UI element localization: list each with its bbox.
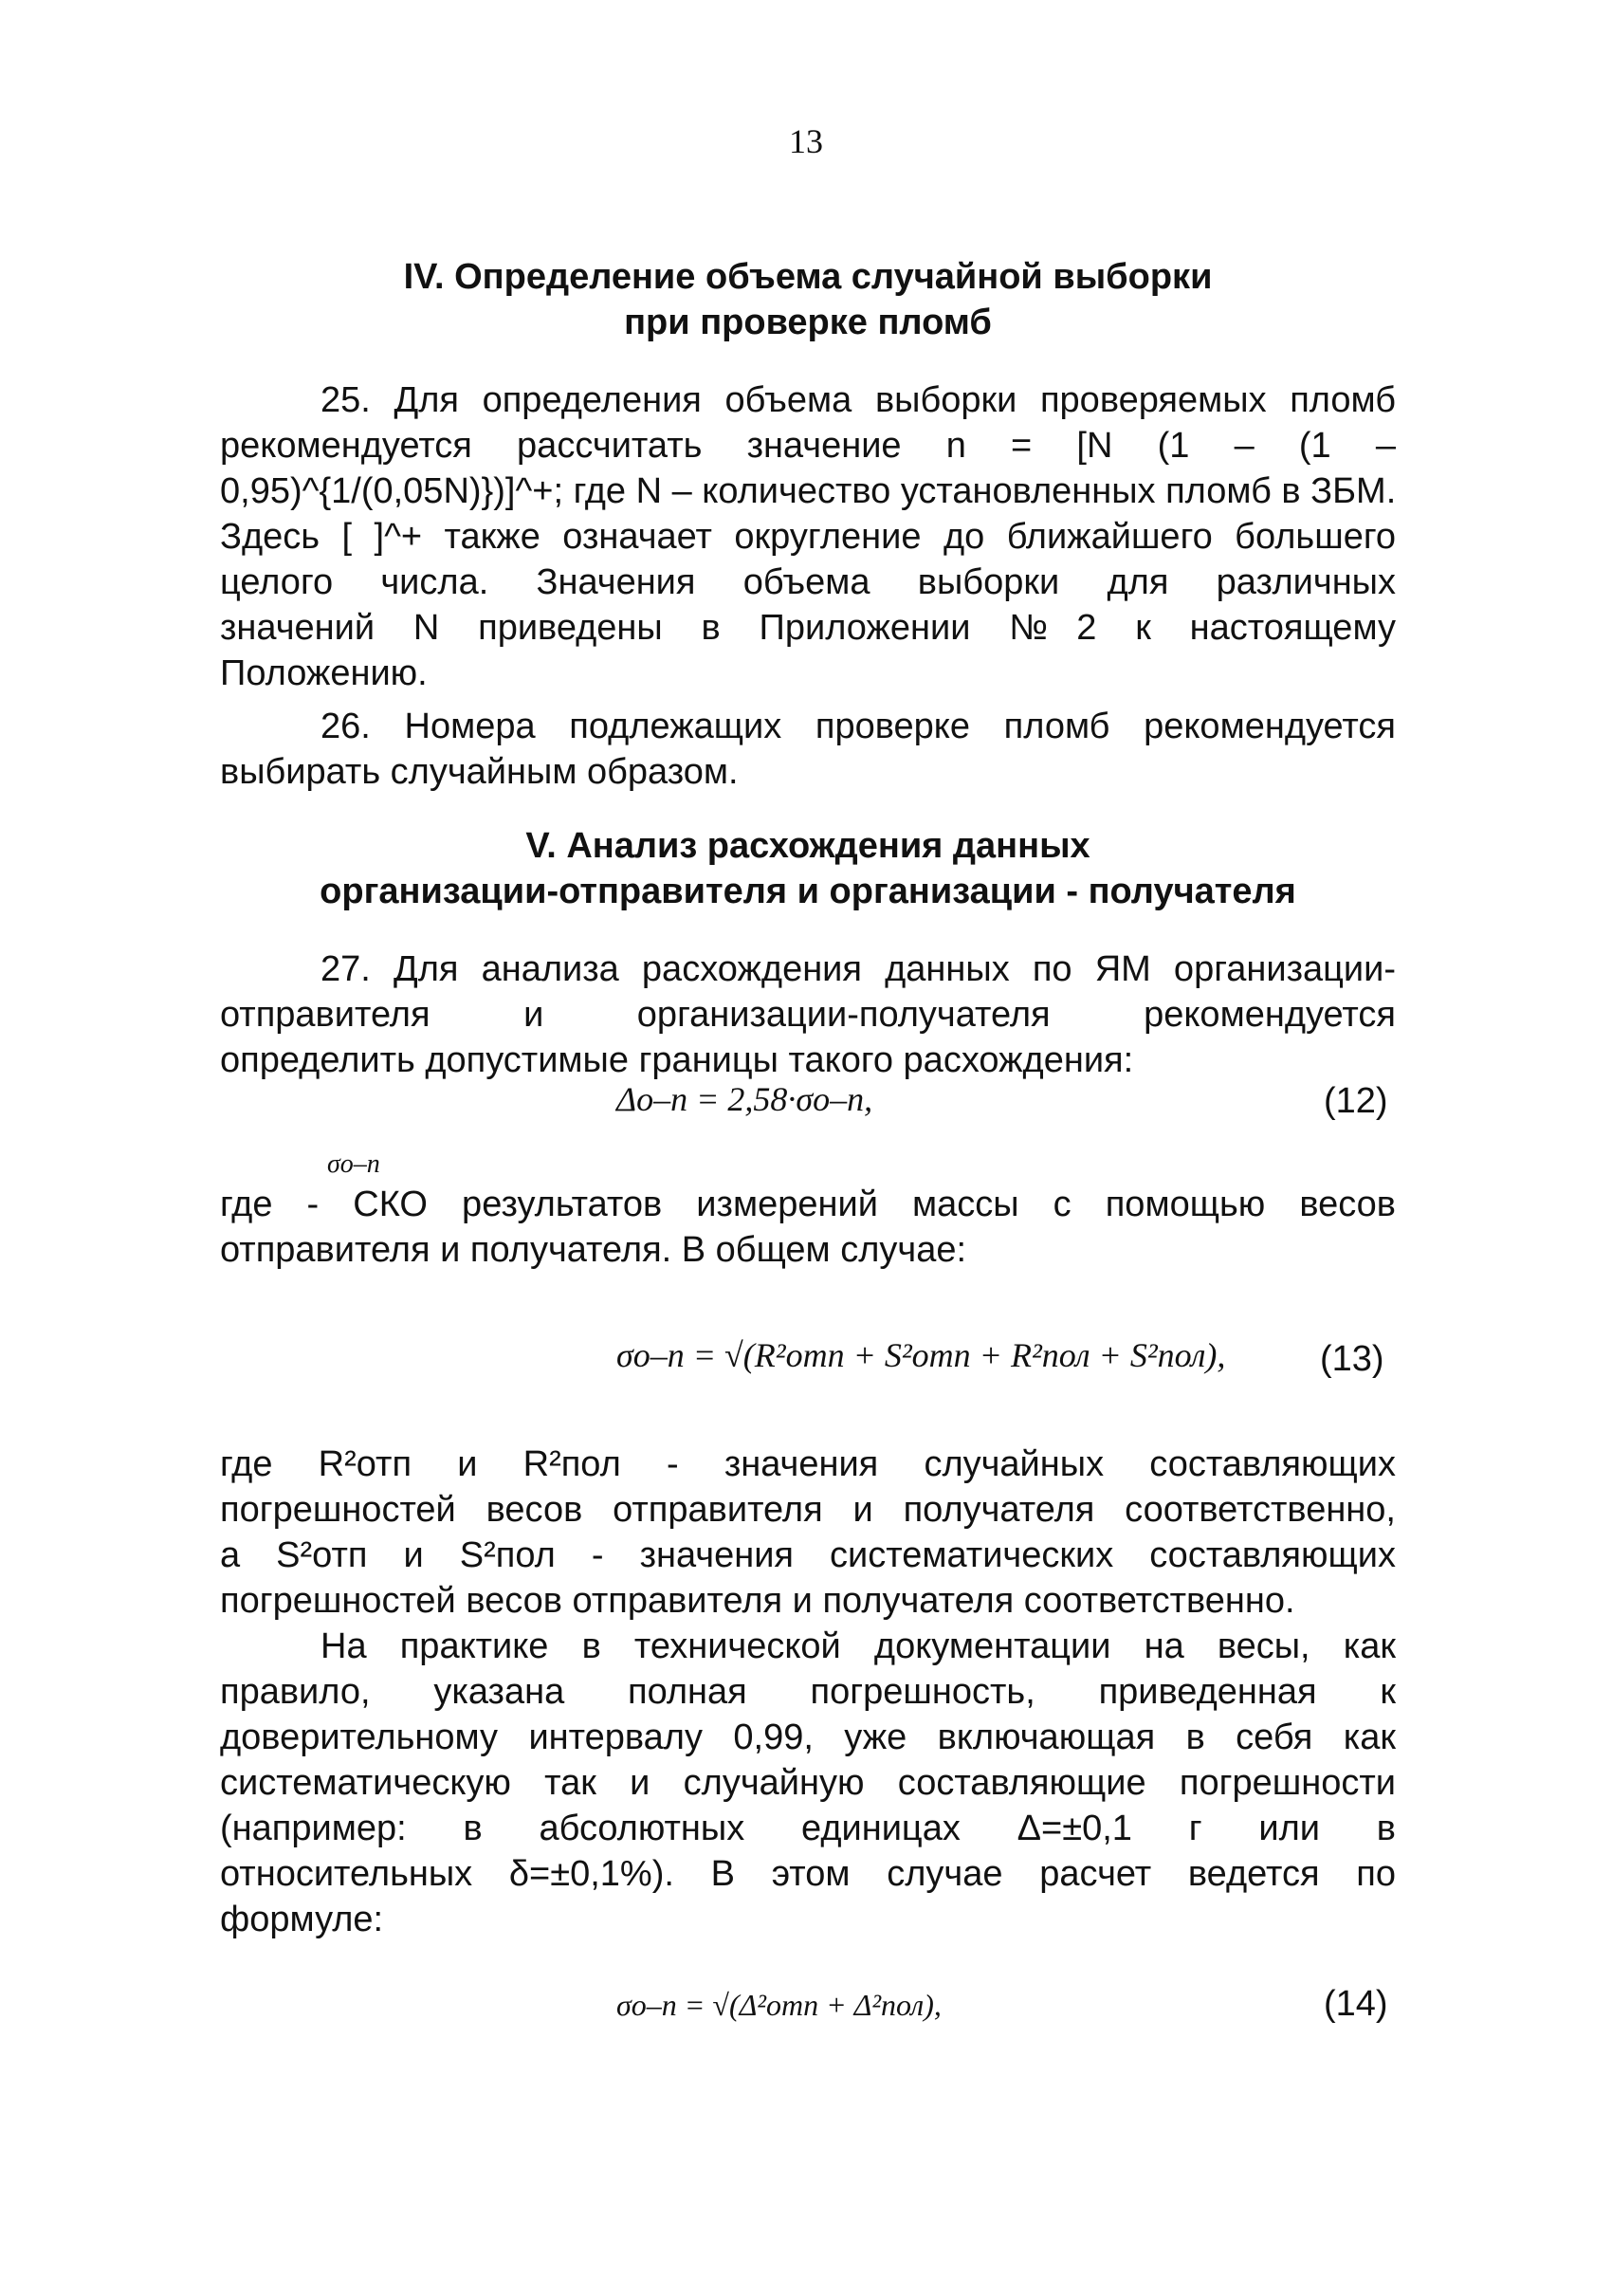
page-number: 13 bbox=[789, 122, 823, 160]
paragraph-27 bbox=[220, 946, 1396, 1083]
equation-13-number: (13) bbox=[1320, 1339, 1384, 1379]
p25-line-3: 0,95)^{1/(0,05N)})]^+; где N – количество установленных пломб в ЗБМ. bbox=[220, 471, 1397, 511]
p25-line-5: целого числа. Значения объема выборки для различных bbox=[220, 562, 1396, 602]
equation-14: σо–п = √(Δ²отп + Δ²пол), bbox=[616, 1988, 942, 2022]
where-components-line-3: а S²отп и S²пол - значения систематических составляющих bbox=[220, 1535, 1396, 1575]
p27-line-2: отправителя и организации-получателя рекомендуется bbox=[220, 995, 1396, 1035]
section-5-heading bbox=[220, 823, 1396, 914]
practice-line-6: относительных δ=±0,1%). В этом случае расчет ведется по bbox=[220, 1854, 1396, 1894]
where-components-paragraph bbox=[220, 1442, 1396, 1624]
equation-12: Δо–п = 2,58·σо–п, bbox=[616, 1080, 873, 1118]
p26-line-1: 26. Номера подлежащих проверке пломб рекомендуется bbox=[321, 707, 1396, 746]
practice-paragraph bbox=[220, 1624, 1396, 1942]
practice-line-5: (например: в абсолютных единицах Δ=±0,1 г или в bbox=[220, 1809, 1396, 1848]
p25-line-2: рекомендуется рассчитать значение n = [N (1 – (1 – bbox=[220, 426, 1396, 466]
section-4-heading bbox=[220, 254, 1396, 345]
p25-line-6: значений N приведены в Приложении №2 к настоящему bbox=[220, 608, 1396, 648]
equation-12-number: (12) bbox=[1324, 1081, 1388, 1121]
practice-line-2: правило, указана полная погрешность, приведенная к bbox=[220, 1672, 1396, 1712]
p25-line-1: 25. Для определения объема выборки проверяемых пломб bbox=[321, 380, 1396, 420]
paragraph-26 bbox=[220, 704, 1396, 795]
section-4-title-line-1: IV. Определение объема случайной выборки bbox=[403, 257, 1213, 297]
where-sigma-line-1: где - СКО результатов измерений массы с помощью весов bbox=[220, 1185, 1396, 1224]
section-4-title-line-2: при проверке пломб bbox=[624, 303, 992, 342]
where-components-line-2: погрешностей весов отправителя и получателя соответственно, bbox=[220, 1490, 1396, 1530]
where-sigma-paragraph bbox=[220, 1182, 1396, 1273]
section-5-title-line-1: V. Анализ расхождения данных bbox=[525, 826, 1090, 866]
sigma-symbol: σо–п bbox=[327, 1149, 380, 1179]
practice-line-1: На практике в технической документации на весы, как bbox=[321, 1626, 1396, 1666]
paragraph-25 bbox=[220, 377, 1396, 696]
practice-line-3: доверительному интервалу 0,99, уже включающая в себя как bbox=[220, 1717, 1396, 1757]
where-components-line-4: погрешностей весов отправителя и получателя соответственно. bbox=[220, 1581, 1295, 1621]
where-components-line-1: где R²отп и R²пол - значения случайных составляющих bbox=[220, 1444, 1396, 1484]
equation-14-number: (14) bbox=[1324, 1984, 1388, 2024]
p25-line-4: Здесь [ ]^+ также означает округление до ближайшего большего bbox=[220, 517, 1396, 557]
where-sigma-line-2: отправителя и получателя. В общем случае: bbox=[220, 1230, 967, 1270]
section-5-title-line-2: организации-отправителя и организации - получателя bbox=[320, 872, 1296, 911]
p25-line-7: Положению. bbox=[220, 653, 428, 693]
p27-line-1: 27. Для анализа расхождения данных по ЯМ организации- bbox=[321, 949, 1396, 989]
practice-line-4: систематическую так и случайную составляющие погрешности bbox=[220, 1763, 1396, 1803]
p26-line-2: выбирать случайным образом. bbox=[220, 752, 739, 792]
p27-line-3: определить допустимые границы такого расхождения: bbox=[220, 1040, 1134, 1080]
practice-line-7: формуле: bbox=[220, 1900, 384, 1939]
equation-13: σо–п = √(R²отп + S²отп + R²пол + S²пол), bbox=[616, 1336, 1226, 1374]
